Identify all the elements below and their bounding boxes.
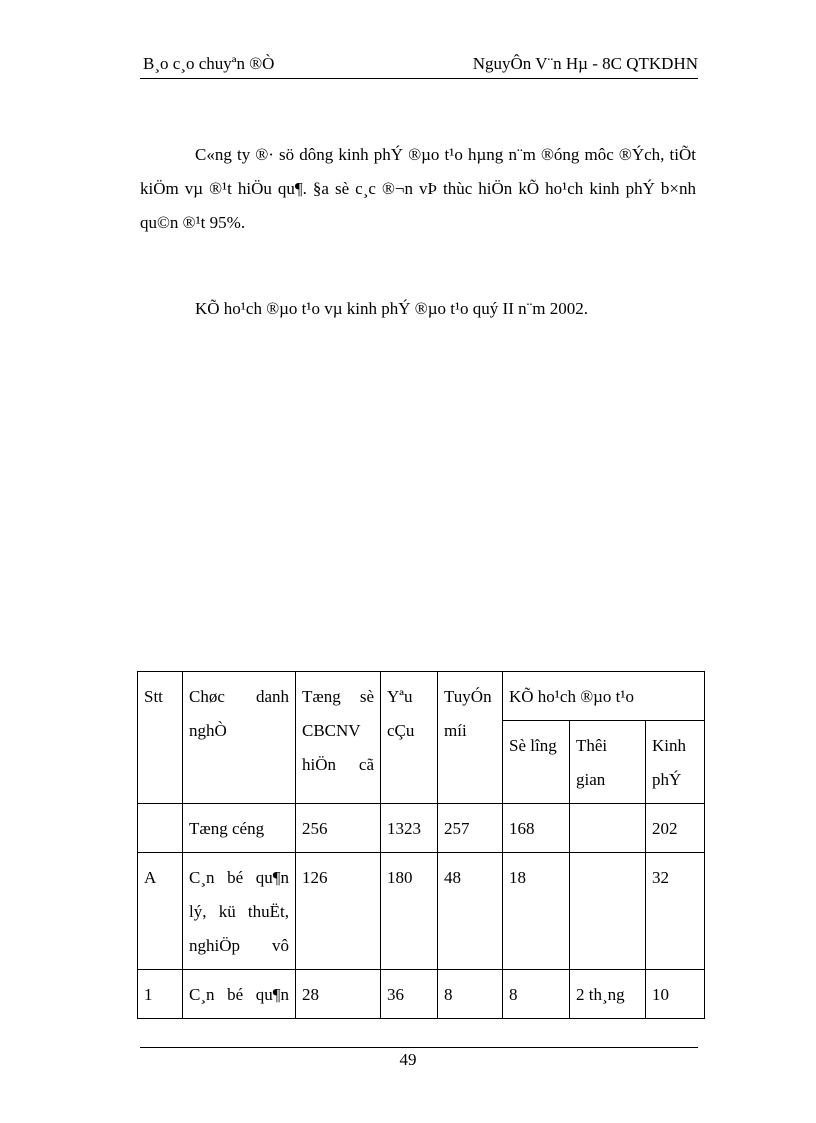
header-cost: Kinh phÝ xyxy=(646,721,705,804)
header-count: Sè lîng xyxy=(503,721,570,804)
footer-divider xyxy=(140,1047,698,1048)
cell-stt: A xyxy=(138,853,183,970)
cell-demand: 1323 xyxy=(381,804,438,853)
page-number: 49 xyxy=(399,1050,417,1069)
cell-title: Tæng céng xyxy=(183,804,296,853)
cell-count: 8 xyxy=(503,970,570,1019)
header-time: Thêi gian xyxy=(570,721,646,804)
cell-count: 168 xyxy=(503,804,570,853)
cell-demand: 180 xyxy=(381,853,438,970)
header-divider xyxy=(140,78,698,79)
cell-count: 18 xyxy=(503,853,570,970)
body-paragraph-2: KÕ ho¹ch ®µo t¹o vµ kinh phÝ ®µo t¹o quý II n¨m 2002. xyxy=(195,299,589,318)
cell-cost: 10 xyxy=(646,970,705,1019)
table-header-row xyxy=(138,672,705,721)
cell-recruit: 257 xyxy=(438,804,503,853)
cell-stt xyxy=(138,804,183,853)
header-title: Chøc danh nghÒ xyxy=(183,672,296,804)
training-plan-table xyxy=(137,671,705,1019)
cell-recruit: 8 xyxy=(438,970,503,1019)
cell-total: 126 xyxy=(296,853,381,970)
cell-total: 256 xyxy=(296,804,381,853)
cell-cost: 32 xyxy=(646,853,705,970)
cell-time xyxy=(570,853,646,970)
header-total-staff: Tæng sè CBCNV hiÖn cã xyxy=(296,672,381,804)
header-stt: Stt xyxy=(138,672,183,804)
cell-title: C¸n bé qu¶n xyxy=(183,970,296,1019)
cell-recruit: 48 xyxy=(438,853,503,970)
header-author-right: NguyÔn V¨n Hµ - 8C QTKDHN xyxy=(472,54,698,73)
table-row xyxy=(138,970,705,1019)
cell-title: C¸n bé qu¶n lý, kü thuËt, nghiÖp vô xyxy=(183,853,296,970)
header-title-left: B¸o c¸o chuyªn ®Ò xyxy=(143,54,275,73)
cell-total: 28 xyxy=(296,970,381,1019)
cell-cost: 202 xyxy=(646,804,705,853)
header-recruit: TuyÓn míi xyxy=(438,672,503,804)
header-demand: Yªu cÇu xyxy=(381,672,438,804)
body-paragraph-1: C«ng ty ®· sö dông kinh phÝ ®µo t¹o hµng n¨m ®óng môc ®Ých, tiÕt kiÖm vµ ®¹t hiÖu qu¶. §a sè c¸c ®¬n vÞ thùc hiÖn kÕ ho¹ch kinh phÝ b×nh qu©n ®¹t 95%. xyxy=(140,145,696,232)
cell-demand: 36 xyxy=(381,970,438,1019)
cell-time xyxy=(570,804,646,853)
table-row xyxy=(138,804,705,853)
cell-stt: 1 xyxy=(138,970,183,1019)
header-training-plan: KÕ ho¹ch ®µo t¹o xyxy=(503,672,705,721)
cell-time: 2 th¸ng xyxy=(570,970,646,1019)
table-row xyxy=(138,853,705,970)
